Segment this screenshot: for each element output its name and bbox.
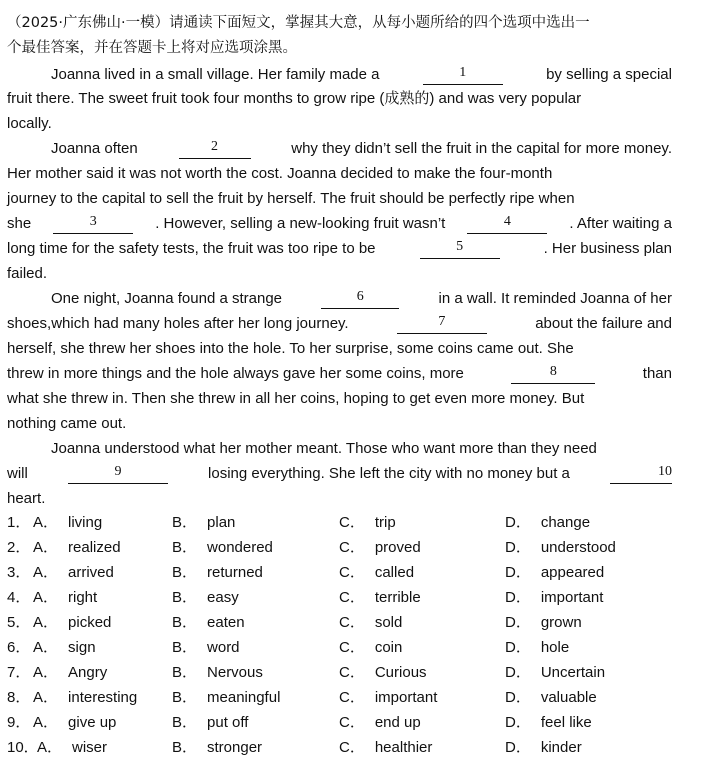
- passage-line-11: [7, 314, 672, 334]
- option-text: sold: [374, 614, 403, 631]
- passage-line-10: [51, 289, 672, 309]
- passage-line-2: [7, 89, 672, 109]
- option-a-q9[interactable]: [33, 713, 116, 733]
- option-text: grown: [540, 614, 582, 631]
- option-text: arrived: [68, 564, 114, 581]
- option-text: understood: [540, 539, 616, 556]
- option-letter: B．: [172, 664, 198, 681]
- blank-4: 4: [467, 214, 547, 234]
- option-letter: C．: [339, 639, 365, 656]
- option-letter: A．: [33, 714, 59, 731]
- text-segment: she: [7, 215, 32, 232]
- option-letter: D．: [505, 714, 531, 731]
- question-number: 3．: [7, 564, 31, 581]
- option-c-q1[interactable]: [339, 513, 396, 533]
- option-letter: B．: [172, 714, 198, 731]
- option-letter: B．: [172, 589, 198, 606]
- option-text: called: [374, 564, 415, 581]
- text-segment: than: [642, 365, 672, 382]
- option-a-q1[interactable]: [33, 513, 102, 533]
- text-segment: . Her business plan: [543, 240, 672, 257]
- option-letter: D．: [505, 589, 531, 606]
- text-segment: losing everything. She left the city with no money but a: [208, 465, 570, 482]
- option-d-q4[interactable]: [505, 588, 603, 608]
- question-number: 9．: [7, 714, 31, 731]
- option-c-q5[interactable]: [339, 613, 402, 633]
- text-segment: One night, Joanna found a strange: [51, 290, 283, 307]
- option-letter: C．: [339, 514, 365, 531]
- text-segment: long time for the safety tests, the fruit was too ripe to be: [7, 240, 376, 257]
- option-c-q2[interactable]: [339, 538, 421, 558]
- option-letter: B．: [172, 539, 198, 556]
- option-text: picked: [68, 614, 112, 631]
- blank-2: 2: [179, 139, 251, 159]
- passage-line-7: [7, 214, 672, 234]
- option-text: give up: [68, 714, 117, 731]
- text-segment: journey to the capital to sell the fruit by herself. The fruit should be perfectly ripe when: [7, 190, 575, 207]
- instructions-line-2: 个最佳答案，并在答题卡上将对应选项涂黑。: [7, 40, 297, 56]
- text-segment: about the failure and: [535, 315, 672, 332]
- question-1-options: [7, 513, 697, 533]
- option-d-q6[interactable]: [505, 638, 569, 658]
- option-text: important: [374, 689, 438, 706]
- option-text: eaten: [207, 614, 245, 631]
- passage-line-12: [7, 339, 672, 359]
- option-b-q4[interactable]: [172, 588, 239, 608]
- option-text: wondered: [207, 539, 273, 556]
- option-b-q2[interactable]: [172, 538, 273, 558]
- option-letter: C．: [339, 714, 365, 731]
- option-b-q3[interactable]: [172, 563, 263, 583]
- option-letter: A．: [33, 614, 59, 631]
- blank-9: 9: [68, 464, 168, 484]
- option-c-q4[interactable]: [339, 588, 421, 608]
- option-letter: C．: [339, 614, 365, 631]
- option-letter: C．: [339, 664, 365, 681]
- option-text: change: [540, 514, 591, 531]
- option-letter: A．: [33, 664, 59, 681]
- question-2-options: [7, 538, 697, 558]
- option-text: Curious: [374, 664, 427, 681]
- option-text: interesting: [68, 689, 138, 706]
- option-text: right: [68, 589, 98, 606]
- text-segment: . After waiting a: [569, 215, 672, 232]
- option-letter: C．: [339, 564, 365, 581]
- option-letter: B．: [172, 564, 198, 581]
- option-letter: B．: [172, 639, 198, 656]
- option-d-q9[interactable]: [505, 713, 592, 733]
- option-text: trip: [374, 514, 396, 531]
- passage-line-1: [51, 65, 672, 85]
- option-a-q6[interactable]: [33, 638, 96, 658]
- option-c-q6[interactable]: [339, 638, 402, 658]
- option-a-q4[interactable]: [33, 588, 97, 608]
- option-text: stronger: [207, 739, 263, 756]
- option-text: healthier: [374, 739, 433, 756]
- option-c-q8[interactable]: [339, 688, 437, 708]
- option-a-q2[interactable]: [33, 538, 121, 558]
- text-segment: Joanna lived in a small village. Her family made a: [51, 66, 380, 83]
- option-letter: A．: [33, 564, 59, 581]
- option-c-q10[interactable]: [339, 738, 432, 758]
- option-d-q1[interactable]: [505, 513, 590, 533]
- option-text: appeared: [540, 564, 605, 581]
- text-segment: . However, selling a new-looking fruit wasn’t: [155, 215, 446, 232]
- question-number: 8．: [7, 689, 31, 706]
- option-letter: C．: [339, 539, 365, 556]
- option-b-q1[interactable]: [172, 513, 235, 533]
- question-8-options: [7, 688, 697, 708]
- passage-line-17: [7, 464, 672, 484]
- option-b-q5[interactable]: [172, 613, 245, 633]
- option-text: word: [207, 639, 240, 656]
- option-c-q3[interactable]: [339, 563, 414, 583]
- text-segment: by selling a special: [546, 66, 672, 83]
- question-5-options: [7, 613, 697, 633]
- passage-line-4: [51, 139, 672, 159]
- text-segment: will: [7, 465, 28, 482]
- passage-line-13: [7, 364, 672, 384]
- passage-line-15: nothing came out.: [7, 415, 127, 432]
- option-a-q5[interactable]: [33, 613, 111, 633]
- option-text: important: [540, 589, 604, 606]
- option-b-q10[interactable]: [172, 738, 262, 758]
- option-text: plan: [207, 514, 236, 531]
- option-letter: D．: [505, 639, 531, 656]
- blank-6: 6: [321, 289, 399, 309]
- question-number: 10．: [7, 739, 39, 756]
- option-c-q9[interactable]: [339, 713, 421, 733]
- passage-line-5: [7, 164, 672, 184]
- option-letter: D．: [505, 539, 531, 556]
- option-text: living: [68, 514, 103, 531]
- question-number: 5．: [7, 614, 31, 631]
- option-c-q7[interactable]: [339, 663, 427, 683]
- option-letter: B．: [172, 739, 198, 756]
- text-segment: Her mother said it was not worth the cost. Joanna decided to make the four-month: [7, 165, 553, 182]
- option-text: returned: [207, 564, 263, 581]
- option-text: put off: [207, 714, 249, 731]
- blank-7: 7: [397, 314, 487, 334]
- option-b-q9[interactable]: [172, 713, 248, 733]
- blank-3: 3: [53, 214, 133, 234]
- option-d-q8[interactable]: [505, 688, 597, 708]
- option-d-q7[interactable]: [505, 663, 605, 683]
- instructions-line-1: （2025·广东佛山·一模）请通读下面短文，掌握其大意，从每小题所给的四个选项中选出一: [7, 15, 590, 31]
- question-number: 4．: [7, 589, 31, 606]
- question-10-options: [7, 738, 697, 758]
- option-text: end up: [374, 714, 421, 731]
- blank-8: 8: [511, 364, 595, 384]
- question-3-options: [7, 563, 697, 583]
- question-4-options: [7, 588, 697, 608]
- option-d-q2[interactable]: [505, 538, 616, 558]
- passage-line-8: [7, 239, 672, 259]
- blank-10: 10: [610, 464, 672, 484]
- blank-5: 5: [420, 239, 500, 259]
- option-letter: A．: [33, 539, 59, 556]
- option-text: kinder: [540, 739, 582, 756]
- passage-line-3: locally.: [7, 115, 52, 132]
- option-b-q6[interactable]: [172, 638, 240, 658]
- option-letter: D．: [505, 514, 531, 531]
- passage-line-6: [7, 189, 672, 209]
- option-d-q10[interactable]: [505, 738, 582, 758]
- option-text: Uncertain: [540, 664, 606, 681]
- option-text: easy: [207, 589, 239, 606]
- option-b-q8[interactable]: [172, 688, 280, 708]
- question-number: 1．: [7, 514, 31, 531]
- text-segment: Joanna understood what her mother meant. Those who want more than they need: [51, 440, 597, 457]
- option-letter: A．: [33, 514, 59, 531]
- question-number: 6．: [7, 639, 31, 656]
- option-d-q5[interactable]: [505, 613, 582, 633]
- option-letter: A．: [33, 639, 59, 656]
- text-segment: herself, she threw her shoes into the hole. To her surprise, some coins came out. She: [7, 340, 574, 357]
- option-a-q3[interactable]: [33, 563, 114, 583]
- passage-line-14: [7, 389, 672, 409]
- option-letter: C．: [339, 689, 365, 706]
- text-segment: in a wall. It reminded Joanna of her: [438, 290, 672, 307]
- option-text: proved: [374, 539, 421, 556]
- option-text: Nervous: [207, 664, 263, 681]
- option-a-q7[interactable]: [33, 663, 107, 683]
- option-letter: D．: [505, 664, 531, 681]
- option-letter: C．: [339, 589, 365, 606]
- question-number: 2．: [7, 539, 31, 556]
- text-segment: Joanna often: [51, 140, 138, 157]
- question-number: 7．: [7, 664, 31, 681]
- option-text: sign: [68, 639, 96, 656]
- option-text: coin: [374, 639, 403, 656]
- text-segment: what she threw in. Then she threw in all her coins, hoping to get even more money. But: [7, 390, 585, 407]
- question-7-options: [7, 663, 697, 683]
- question-9-options: [7, 713, 697, 733]
- option-text: terrible: [374, 589, 421, 606]
- text-segment: fruit there. The sweet fruit took four months to grow ripe (成熟的) and was very popular: [7, 90, 582, 107]
- option-text: meaningful: [207, 689, 281, 706]
- option-text: Angry: [68, 664, 108, 681]
- passage-line-18: heart.: [7, 490, 46, 507]
- option-letter: D．: [505, 739, 531, 756]
- option-letter: C．: [339, 739, 365, 756]
- option-letter: A．: [33, 589, 59, 606]
- passage-line-9: failed.: [7, 265, 48, 282]
- option-letter: A．: [33, 689, 59, 706]
- option-text: wiser: [72, 739, 108, 756]
- option-letter: D．: [505, 614, 531, 631]
- option-text: valuable: [540, 689, 597, 706]
- blank-1: 1: [423, 65, 503, 85]
- option-d-q3[interactable]: [505, 563, 604, 583]
- option-text: hole: [540, 639, 570, 656]
- option-text: realized: [68, 539, 121, 556]
- option-letter: B．: [172, 614, 198, 631]
- text-segment: threw in more things and the hole always gave her some coins, more: [7, 365, 464, 382]
- text-segment: why they didn’t sell the fruit in the capital for more money.: [291, 140, 672, 157]
- option-text: feel like: [540, 714, 592, 731]
- option-letter: D．: [505, 564, 531, 581]
- option-b-q7[interactable]: [172, 663, 263, 683]
- option-letter: A．: [37, 739, 63, 756]
- option-letter: B．: [172, 514, 198, 531]
- passage-line-16: [51, 439, 672, 459]
- option-a-q10[interactable]: [37, 738, 107, 758]
- text-segment: shoes,which had many holes after her long journey.: [7, 315, 349, 332]
- question-6-options: [7, 638, 697, 658]
- option-letter: D．: [505, 689, 531, 706]
- option-a-q8[interactable]: [33, 688, 137, 708]
- option-letter: B．: [172, 689, 198, 706]
